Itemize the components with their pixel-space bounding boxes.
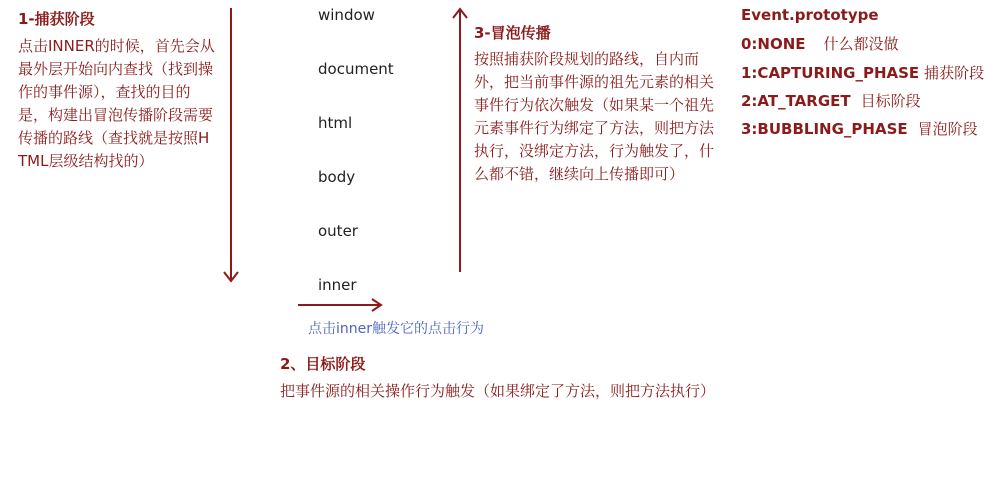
- target-phase-title: 2、目标阶段: [280, 355, 366, 373]
- capture-phase-description: 点击INNER的时候，首先会从最外层开始向内查找（找到操作的事件源），查找的目的是，构建出冒泡传播阶段需要传播的路线（查找就是按照HTML层级结构找的）: [18, 37, 215, 170]
- target-right-arrow: [298, 299, 381, 311]
- phase-desc: 捕获阶段: [924, 64, 985, 82]
- stack-item-body: body: [318, 168, 356, 186]
- event-prototype-title: Event.prototype: [741, 6, 879, 24]
- phase-desc: 什么都没做: [823, 35, 899, 53]
- bubble-phase-title: 3-冒泡传播: [474, 24, 551, 42]
- capture-phase-title: 1-捕获阶段: [18, 10, 95, 28]
- capture-down-arrow: [224, 8, 238, 281]
- stack-item-window: window: [318, 6, 375, 24]
- phase-row-none: [741, 33, 899, 54]
- target-phase-description: 把事件源的相关操作行为触发（如果绑定了方法，则把方法执行）: [280, 382, 716, 400]
- phase-key: 0:NONE: [741, 35, 806, 53]
- phase-desc: 冒泡阶段: [917, 120, 978, 138]
- phase-desc: 目标阶段: [860, 92, 921, 110]
- bubble-phase-description: 按照捕获阶段规划的路线，自内而外，把当前事件源的祖先元素的相关事件行为依次触发（如果某一个祖先元素事件行为绑定了方法，则把方法执行，没绑定方法，行为触发了，什么都不错，继续向上传播即可）: [474, 50, 715, 183]
- click-note: 点击inner触发它的点击行为: [308, 321, 485, 337]
- phase-key: 3:BUBBLING_PHASE: [741, 120, 908, 138]
- stack-item-html: html: [318, 114, 353, 132]
- phase-row-at-target: [741, 90, 921, 111]
- stack-item-document: document: [318, 60, 394, 78]
- stack-item-outer: outer: [318, 222, 358, 240]
- phase-key: 1:CAPTURING_PHASE: [741, 64, 920, 82]
- bubble-up-arrow: [453, 9, 467, 272]
- stack-item-inner: inner: [318, 276, 357, 294]
- phase-row-capturing: [741, 62, 984, 83]
- phase-row-bubbling: [741, 118, 978, 139]
- phase-key: 2:AT_TARGET: [741, 92, 851, 110]
